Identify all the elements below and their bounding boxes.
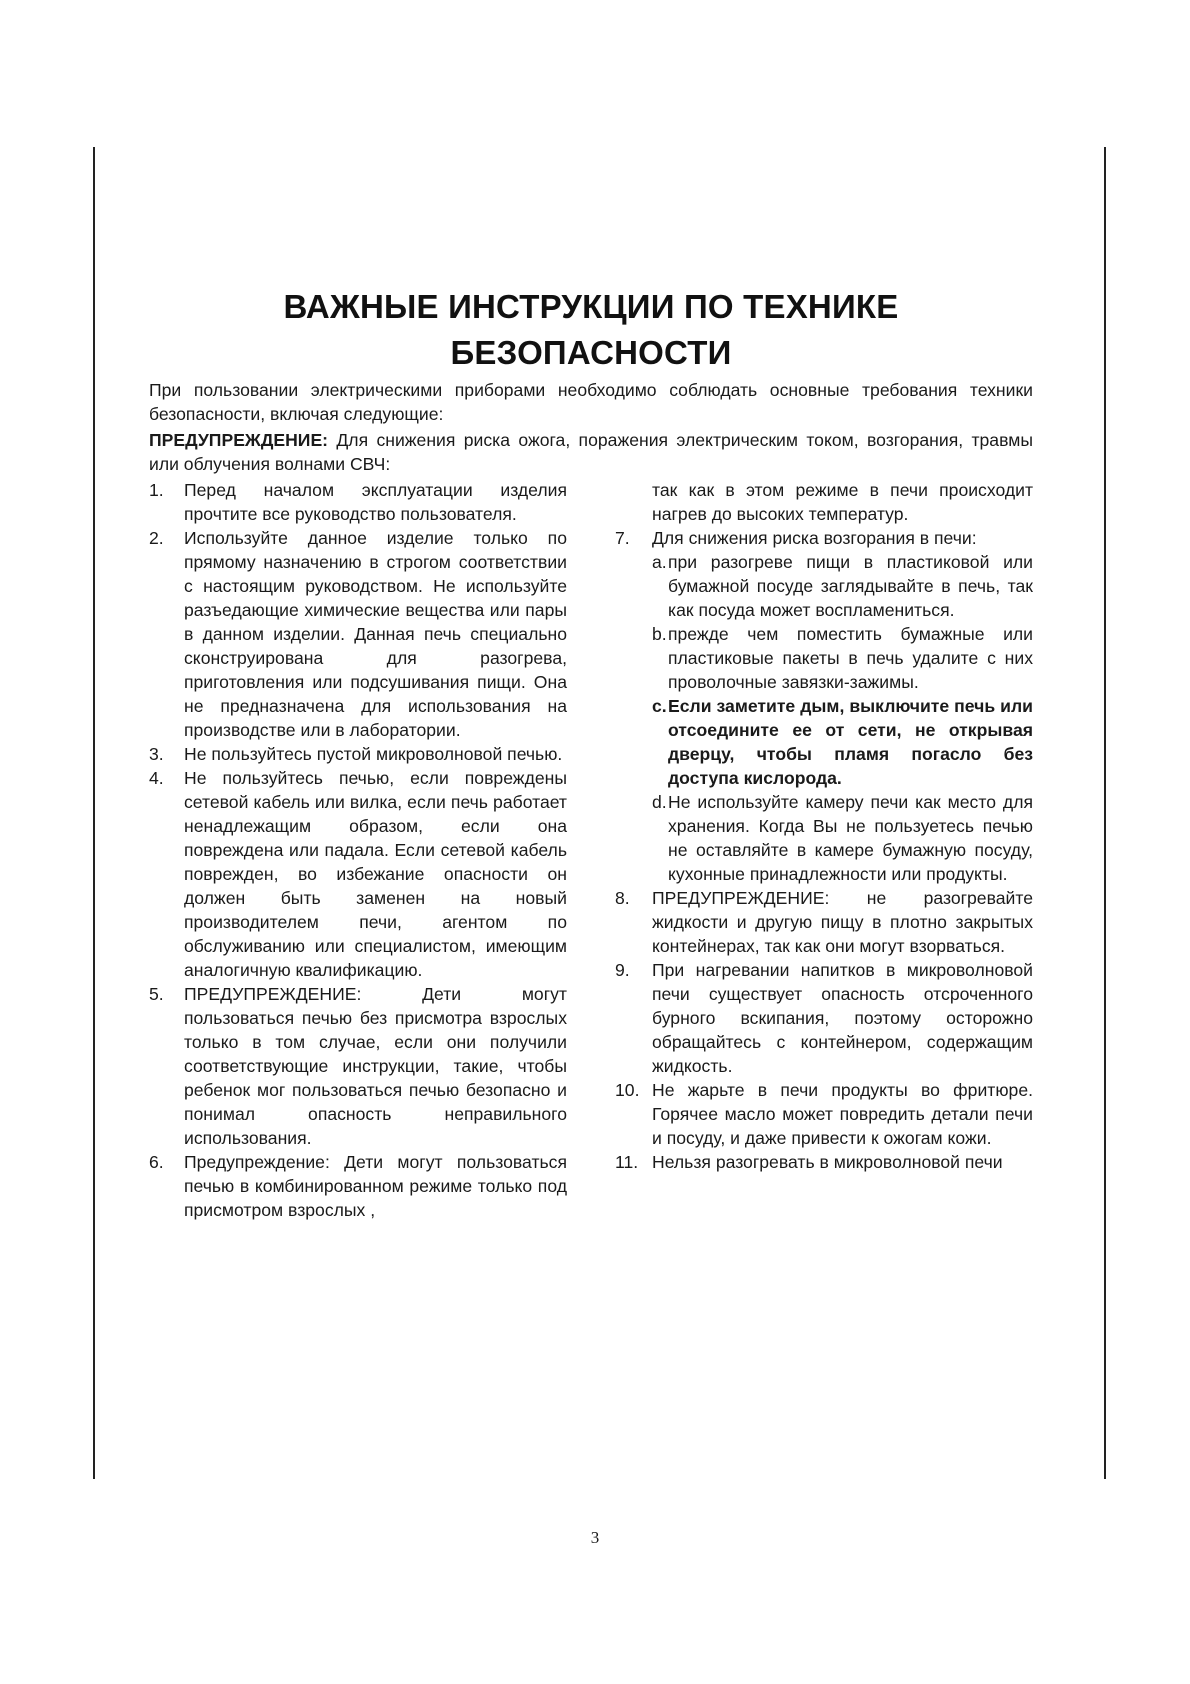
page-title: ВАЖНЫЕ ИНСТРУКЦИИ ПО ТЕХНИКЕ БЕЗОПАСНОСТИ bbox=[283, 288, 899, 371]
left-border-line bbox=[93, 147, 95, 1479]
item-text: Не пользуйтесь печью, если повреждены сетевой кабель или вилка, если печь работает ненадлежащим образом, если она повреждена или падала. Если сетевой кабель поврежден, во избежание опасности он должен быть заменен на новый производителем печи, агентом по обслуживанию или специалистом, имеющим аналогичную квалификацию. bbox=[184, 768, 567, 980]
item-number: 6. bbox=[149, 1152, 164, 1172]
item-number: 7. bbox=[615, 528, 630, 548]
list-item bbox=[149, 1150, 567, 1222]
item-number: 9. bbox=[615, 960, 630, 980]
item-number: 5. bbox=[149, 984, 164, 1004]
item-text: так как в этом режиме в печи происходит нагрев до высоких температур. bbox=[652, 480, 1033, 524]
item-text: Нельзя разогревать в микроволновой печи bbox=[652, 1152, 1003, 1172]
warning-text: Для снижения риска ожога, поражения электрическим током, возгорания, травмы или облучения волнами СВЧ: bbox=[149, 430, 1033, 474]
page-number: 3 bbox=[590, 1528, 600, 1547]
item-text: Используйте данное изделие только по прямому назначению в строгом соответствии с настоящим руководством. Не используйте разъедающие химические вещества или пары в данном изделии. Данная печь специально сконструирована для разогрева, приготовления или подсушивания пищи. Она не предназначена для использования на производстве или в лаборатории. bbox=[184, 528, 567, 740]
item-text: Для снижения риска возгорания в печи: bbox=[652, 528, 977, 548]
item-number: 4. bbox=[149, 768, 164, 788]
item-text: ПРЕДУПРЕЖДЕНИЕ: не разогревайте жидкости и другую пищу в плотно закрытых контейнерах, так как они могут взорваться. bbox=[652, 888, 1033, 956]
intro-paragraph: При пользовании электрическими приборами необходимо соблюдать основные требования техники безопасности, включая следующие: bbox=[149, 380, 1033, 424]
warning-paragraph bbox=[149, 428, 1033, 476]
item-number: 2. bbox=[149, 528, 164, 548]
item-7-body bbox=[652, 526, 1033, 886]
sub-letter: d. bbox=[652, 792, 667, 812]
sub-letter: b. bbox=[652, 624, 667, 644]
page-content bbox=[149, 284, 1033, 1222]
right-border-line bbox=[1104, 147, 1106, 1479]
sub-item bbox=[652, 622, 1033, 694]
list-item bbox=[615, 958, 1033, 1078]
right-column bbox=[615, 478, 1033, 1222]
list-item-continuation bbox=[615, 478, 1033, 526]
item-text: Не пользуйтесь пустой микроволновой печью. bbox=[184, 744, 563, 764]
sub-text: прежде чем поместить бумажные или пластиковые пакеты в печь удалите с них проволочные завязки-зажимы. bbox=[668, 624, 1033, 692]
item-number: 1. bbox=[149, 480, 164, 500]
item-number: 3. bbox=[149, 744, 164, 764]
item-text: Предупреждение: Дети могут пользоваться печью в комбинированном режиме только под присмотром взрослых , bbox=[184, 1152, 567, 1220]
list-item bbox=[149, 982, 567, 1150]
item-number: 8. bbox=[615, 888, 630, 908]
sub-letter: a. bbox=[652, 552, 667, 572]
sub-text: Не используйте камеру печи как место для хранения. Когда Вы не пользуетесь печью не оставляйте в камере бумажную посуду, кухонные принадлежности или продукты. bbox=[668, 792, 1033, 884]
sub-item bbox=[652, 550, 1033, 622]
list-item bbox=[615, 526, 1033, 886]
list-item bbox=[149, 478, 567, 526]
list-item bbox=[149, 766, 567, 982]
item-text: Не жарьте в печи продукты во фритюре. Горячее масло может повредить детали печи и посуду, и даже привести к ожогам кожи. bbox=[652, 1080, 1033, 1148]
sub-item bbox=[652, 790, 1033, 886]
list-item bbox=[615, 1150, 1033, 1174]
sub-text: при разогреве пищи в пластиковой или бумажной посуде заглядывайте в печь, так как посуда может воспламениться. bbox=[668, 552, 1033, 620]
sub-item-bold bbox=[652, 694, 1033, 790]
sub-letter: c. bbox=[652, 696, 667, 716]
item-text: При нагревании напитков в микроволновой печи существует опасность отсроченного бурного вскипания, поэтому осторожно обращайтесь с контейнером, содержащим жидкость. bbox=[652, 960, 1033, 1076]
list-item bbox=[615, 1078, 1033, 1150]
item-number: 11. bbox=[615, 1152, 639, 1172]
list-item bbox=[149, 526, 567, 742]
warning-label: ПРЕДУПРЕЖДЕНИЕ: bbox=[149, 430, 329, 450]
left-column bbox=[149, 478, 567, 1222]
list-item bbox=[149, 742, 567, 766]
item-number: 10. bbox=[615, 1080, 640, 1100]
sub-text: Если заметите дым, выключите печь или отсоедините ее от сети, не открывая дверцу, чтобы пламя погасло без доступа кислорода. bbox=[668, 696, 1033, 788]
two-column-list bbox=[149, 478, 1033, 1222]
item-text: ПРЕДУПРЕЖДЕНИЕ: Дети могут пользоваться печью без присмотра взрослых только в том случае, если они получили соответствующие инструкции, такие, чтобы ребенок мог пользоваться печью безопасно и понимал опасность неправильного использования. bbox=[184, 984, 567, 1148]
list-item bbox=[615, 886, 1033, 958]
item-text: Перед началом эксплуатации изделия прочтите все руководство пользователя. bbox=[184, 480, 567, 524]
